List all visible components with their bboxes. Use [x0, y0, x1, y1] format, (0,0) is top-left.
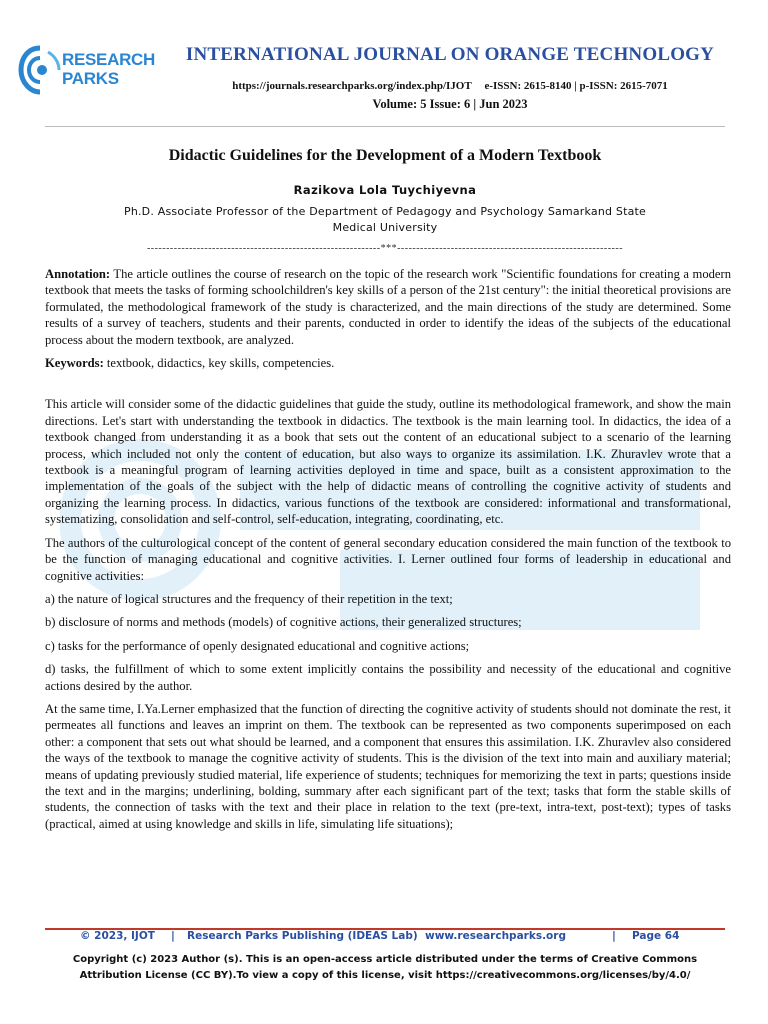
logo-text-line1: RESEARCH: [62, 50, 156, 69]
footer-separator: |: [171, 930, 175, 942]
annotation-label: Annotation:: [45, 267, 111, 281]
body-paragraph: The authors of the culturological concept of the content of general secondary education considered the main function of the textbook to be the function of managing educational and cognitive activities. I. Lerner outlined four forms of leadership in educational and cognitive activities:: [45, 535, 731, 583]
keywords-text: textbook, didactics, key skills, competencies.: [103, 356, 335, 371]
footer-bar: [45, 930, 725, 946]
journal-issn: e-ISSN: 2615-8140 | p-ISSN: 2615-7071: [484, 80, 668, 92]
research-parks-logo: [18, 44, 156, 100]
list-item: a) the nature of logical structures and the frequency of their repetition in the text;: [45, 591, 453, 606]
journal-volume: Volume: 5 Issue: 6 | Jun 2023: [372, 97, 528, 111]
footer-copyright-year: © 2023, IJOT: [80, 930, 155, 942]
annotation-text: The article outlines the course of research on the topic of the research work "Scientific foundations for creating a modern textbook that meets the tasks of forming schoolchildren's key skills of a person of the 21st century": the initial theoretical provisions are formulated, the methodological framework of the study is characterized, and the main directions of the study are determined. Some results of a survey of teachers, students and their parents, conducted in order to identify the ideas of the subjects of the educational process about the modern textbook, are analyzed.: [45, 267, 731, 347]
footer-page-number: Page 64: [632, 930, 680, 942]
footer-publisher: Research Parks Publishing (IDEAS Lab): [187, 930, 418, 942]
section-separator: -------------------------------------------------------------***-----------------------------------------------------------: [146, 243, 624, 254]
footer-separator: |: [612, 930, 616, 942]
header-divider: [45, 126, 725, 127]
author-name: Razikova Lola Tuychiyevna: [293, 183, 477, 197]
keywords-label: Keywords:: [45, 356, 104, 371]
article-body: [45, 266, 731, 839]
annotation-paragraph: [45, 266, 731, 348]
list-item: d) tasks, the fulfillment of which to some extent implicitly contains the possibility and necessity of the educational and cognitive actions desired by the author.: [45, 662, 731, 693]
list-item: b) disclosure of norms and methods (models) of cognitive actions, their generalized structures;: [45, 615, 522, 630]
footer-website-link[interactable]: www.researchparks.org: [425, 930, 566, 942]
body-paragraph: This article will consider some of the didactic guidelines that guide the study, outline its methodological framework, and show the main directions. Let's start with understanding the textbook in didactics. The textbook is the main learning tool. In didactics, the idea of a textbook changed from understanding it as a book that sets out the content of an educational subject to a scenario of the learning process, which included not only the content of education, but also ways to organize its assimilation. I.K. Zhuravlev wrote that a textbook is a meaningful program of learning activities deployed in time and space, built as a consistent approximation to the implementation of the goals of the subject with the help of didactic means of controlling the cognitive activity of students and organizing the learning process. In didactics, various functions of the textbook are considered: informational and transformational, systematizing, consolidation and self-control, self-education, integrating, coordinating, etc.: [45, 397, 731, 527]
research-parks-logo-icon: [18, 44, 62, 96]
journal-title: INTERNATIONAL JOURNAL ON ORANGE TECHNOLOGY: [185, 44, 715, 65]
article-title: Didactic Guidelines for the Development of a Modern Textbook: [168, 147, 602, 164]
body-paragraph: At the same time, I.Ya.Lerner emphasized that the function of directing the cognitive activity of students should not dominate the rest, it permeates all functions and leaves an imprint on them. The textbook can be represented as two components superimposed on each other: a component that sets out what should be learned, and a component that ensures this assimilation. I.K. Zhuravlev also considered the ways of the textbook to manage the cognitive activity of students. This is the division of the text into main and auxiliary material; means of updating previously studied material, life experience of students; techniques for memorizing the text in parts; questions inside the text and in the margins; underlining, bolding, summary after each significant part of the text; tasks that form the stable skills of students, the connection of tasks with the text and their place in relation to the text (pre-text, intra-text, post-text); types of tasks (practical, aimed at using knowledge and skills in life, simulating life situations);: [45, 701, 731, 831]
journal-url[interactable]: https://journals.researchparks.org/index.php/IJOT: [232, 80, 472, 92]
license-notice: Copyright (c) 2023 Author (s). This is an open-access article distributed under the terms of Creative Commons Attribution License (CC BY).To view a copy of this license, visit https://creativecommons.org/licenses/by/4.0/: [72, 954, 698, 981]
logo-text-line2: PARKS: [62, 69, 119, 88]
list-item: c) tasks for the performance of openly designated educational and cognitive actions;: [45, 638, 470, 653]
author-affiliation: Ph.D. Associate Professor of the Department of Pedagogy and Psychology Samarkand State Medical University: [123, 205, 647, 234]
journal-meta: [150, 80, 750, 92]
keywords-paragraph: [45, 355, 731, 371]
